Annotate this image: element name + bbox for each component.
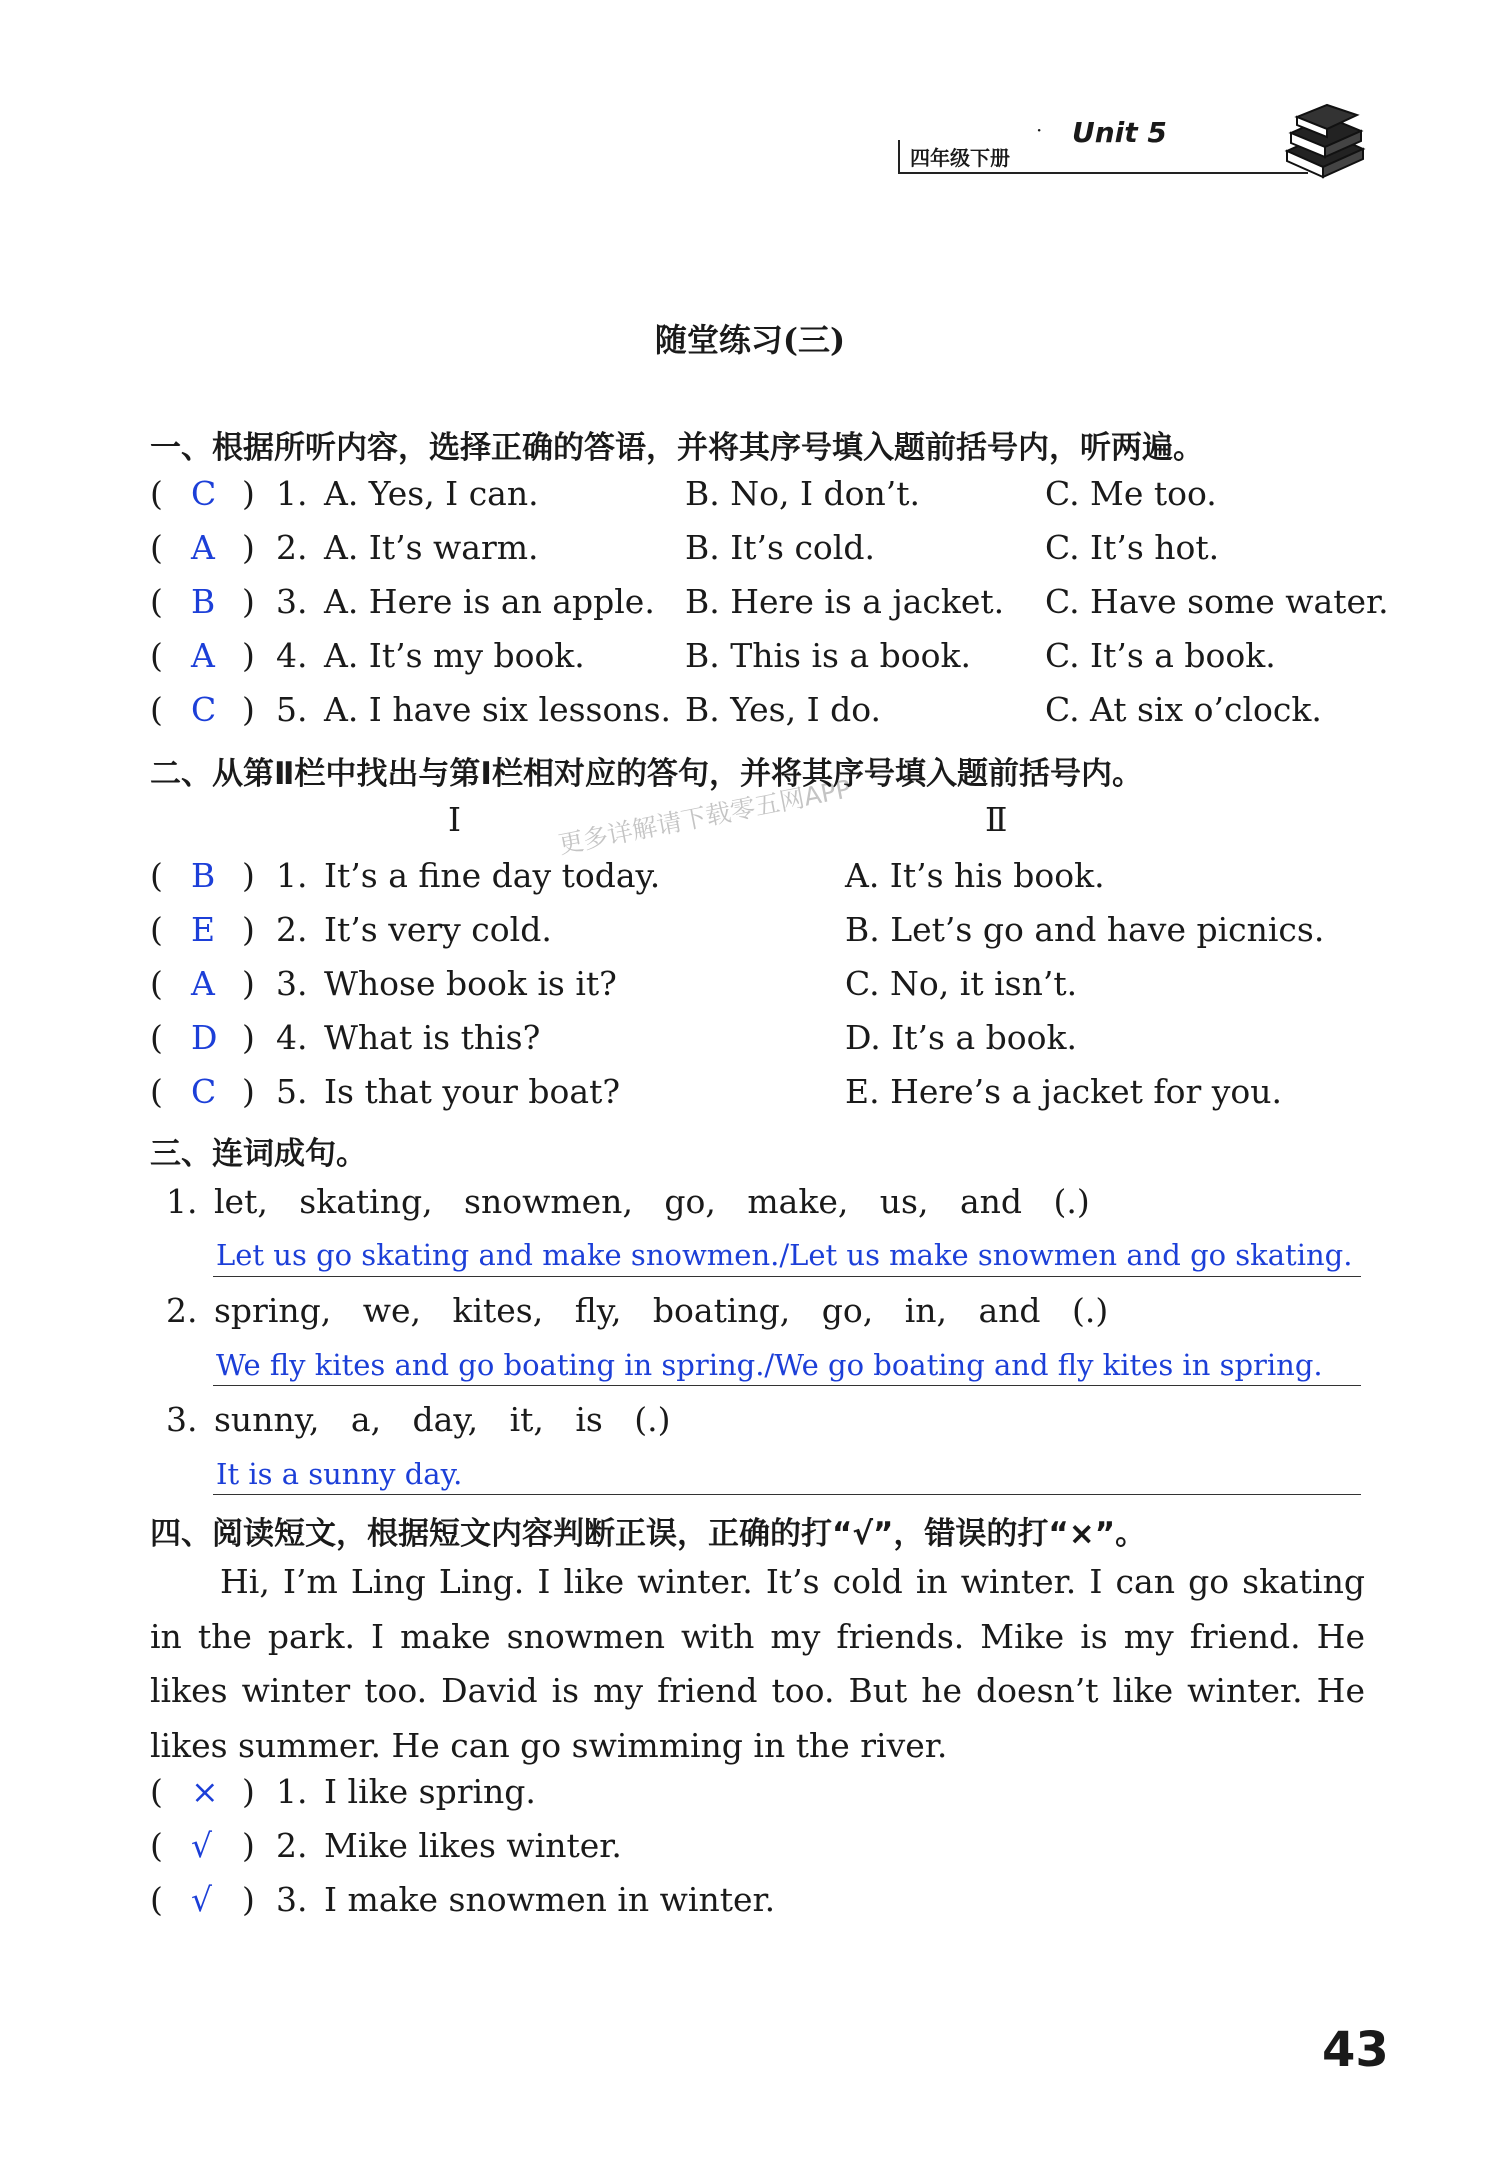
question: Is that your boat? xyxy=(324,1072,621,1111)
item-number: 3. xyxy=(276,1880,308,1919)
answer-mark: √ xyxy=(191,1880,213,1919)
option-c: C. It’s hot. xyxy=(1045,528,1220,567)
option-a: A. It’s warm. xyxy=(324,528,539,567)
question: Whose book is it? xyxy=(324,964,617,1003)
item-number: 5. xyxy=(276,690,308,729)
answer: A xyxy=(191,964,215,1003)
paren-open: ( xyxy=(150,636,163,675)
item-number: 3. xyxy=(166,1400,198,1439)
paren-close: ) xyxy=(242,1826,255,1865)
option-a: A. I have six lessons. xyxy=(324,690,672,729)
answer-mark: √ xyxy=(191,1826,213,1865)
item-number: 2. xyxy=(166,1291,198,1330)
paren-close: ) xyxy=(242,474,255,513)
option-c: C. At six o’clock. xyxy=(1045,690,1322,729)
item-number: 3. xyxy=(276,582,308,621)
question: It’s a fine day today. xyxy=(324,856,661,895)
item-number: 2. xyxy=(276,1826,308,1865)
statement: I make snowmen in winter. xyxy=(324,1880,776,1919)
question: It’s very cold. xyxy=(324,910,552,949)
watermark: 更多详解请下载零五网APP xyxy=(555,774,854,860)
answer: A xyxy=(191,528,215,567)
question: What is this? xyxy=(324,1018,541,1057)
paren-close: ) xyxy=(242,582,255,621)
column-1-label: Ⅰ xyxy=(448,800,462,839)
word-list: sunny, a, day, it, is (.) xyxy=(214,1400,671,1439)
item-number: 3. xyxy=(276,964,308,1003)
section2-heading: 二、从第Ⅱ栏中找出与第Ⅰ栏相对应的答句，并将其序号填入题前括号内。 xyxy=(150,756,1143,792)
page-title: 随堂练习(三) xyxy=(654,321,846,359)
option-c: C. Have some water. xyxy=(1045,582,1389,621)
response: D. It’s a book. xyxy=(845,1018,1077,1057)
option-c: C. It’s a book. xyxy=(1045,636,1276,675)
item-number: 1. xyxy=(166,1182,198,1221)
paren-open: ( xyxy=(150,528,163,567)
response: B. Let’s go and have picnics. xyxy=(845,910,1325,949)
option-b: B. It’s cold. xyxy=(685,528,875,567)
item-number: 5. xyxy=(276,1072,308,1111)
response: A. It’s his book. xyxy=(845,856,1105,895)
paren-open: ( xyxy=(150,910,163,949)
item-number: 4. xyxy=(276,636,308,675)
answer: D xyxy=(191,1018,218,1057)
option-b: B. No, I don’t. xyxy=(685,474,920,513)
reading-passage: Hi, I’m Ling Ling. I like winter. It’s cold in winter. I can go skating in the park. I make snowmen with my friends. Mike is my friend. He likes winter too. David is my friend too. But he doesn’t like winter. He likes summer. He can go swimming in the river. xyxy=(150,1562,1365,1765)
paren-open: ( xyxy=(150,582,163,621)
option-b: B. This is a book. xyxy=(685,636,971,675)
answer-line xyxy=(213,1385,1361,1386)
answer: C xyxy=(191,474,217,513)
word-list: let, skating, snowmen, go, make, us, and (.) xyxy=(214,1182,1090,1221)
answer: E xyxy=(191,910,216,949)
paren-open: ( xyxy=(150,1018,163,1057)
paren-close: ) xyxy=(242,636,255,675)
response: C. No, it isn’t. xyxy=(845,964,1078,1003)
item-number: 2. xyxy=(276,910,308,949)
paren-close: ) xyxy=(242,1772,255,1811)
option-b: B. Yes, I do. xyxy=(685,690,882,729)
response: E. Here’s a jacket for you. xyxy=(845,1072,1283,1111)
books-stack-icon xyxy=(1283,103,1367,181)
item-number: 2. xyxy=(276,528,308,567)
section4-heading: 四、阅读短文，根据短文内容判断正误，正确的打“√”，错误的打“×”。 xyxy=(150,1516,1147,1552)
item-number: 1. xyxy=(276,1772,308,1811)
paren-close: ) xyxy=(242,1018,255,1057)
paren-open: ( xyxy=(150,690,163,729)
word-list: spring, we, kites, fly, boating, go, in, and (.) xyxy=(214,1291,1109,1330)
item-number: 4. xyxy=(276,1018,308,1057)
item-number: 1. xyxy=(276,474,308,513)
answer-sentence: We fly kites and go boating in spring./We go boating and fly kites in spring. xyxy=(216,1348,1323,1382)
paren-open: ( xyxy=(150,1072,163,1111)
paren-open: ( xyxy=(150,1826,163,1865)
paren-open: ( xyxy=(150,964,163,1003)
answer-line xyxy=(213,1494,1361,1495)
paren-close: ) xyxy=(242,964,255,1003)
answer: B xyxy=(191,856,216,895)
paren-open: ( xyxy=(150,856,163,895)
answer-line xyxy=(213,1276,1361,1277)
paren-close: ) xyxy=(242,528,255,567)
paren-close: ) xyxy=(242,910,255,949)
paren-open: ( xyxy=(150,1880,163,1919)
section3-heading: 三、连词成句。 xyxy=(150,1136,367,1172)
option-a: A. Yes, I can. xyxy=(324,474,539,513)
option-a: A. It’s my book. xyxy=(324,636,585,675)
answer-sentence: It is a sunny day. xyxy=(216,1457,463,1491)
option-c: C. Me too. xyxy=(1045,474,1217,513)
answer-sentence: Let us go skating and make snowmen./Let us make snowmen and go skating. xyxy=(216,1238,1353,1272)
header-unit: Unit 5 xyxy=(1072,116,1167,149)
answer: A xyxy=(191,636,215,675)
item-number: 1. xyxy=(276,856,308,895)
paren-close: ) xyxy=(242,690,255,729)
paren-open: ( xyxy=(150,1772,163,1811)
column-2-label: Ⅱ xyxy=(985,800,1008,839)
answer-mark: × xyxy=(191,1772,219,1811)
answer: B xyxy=(191,582,216,621)
option-b: B. Here is a jacket. xyxy=(685,582,1005,621)
paren-close: ) xyxy=(242,1072,255,1111)
header-grade: 四年级下册 xyxy=(910,146,1010,170)
statement: Mike likes winter. xyxy=(324,1826,622,1865)
paren-close: ) xyxy=(242,856,255,895)
section1-heading: 一、根据所听内容，选择正确的答语，并将其序号填入题前括号内，听两遍。 xyxy=(150,430,1204,466)
option-a: A. Here is an apple. xyxy=(324,582,655,621)
page-number: 43 xyxy=(1322,2022,1389,2078)
paren-close: ) xyxy=(242,1880,255,1919)
answer: C xyxy=(191,690,217,729)
paren-open: ( xyxy=(150,474,163,513)
answer: C xyxy=(191,1072,217,1111)
header-dot: · xyxy=(1036,118,1043,142)
statement: I like spring. xyxy=(324,1772,536,1811)
